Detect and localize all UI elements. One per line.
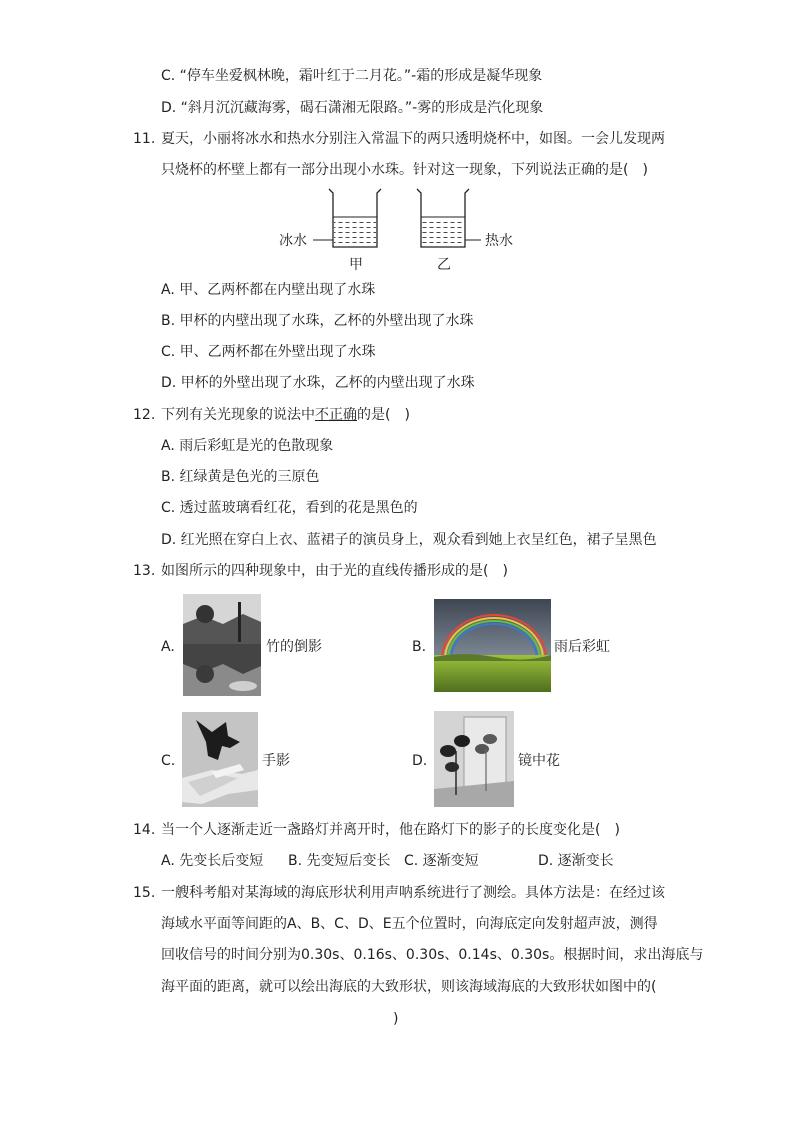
- q13-option-a-letter[interactable]: A.: [161, 639, 175, 655]
- q13-option-b-caption: 雨后彩虹: [554, 639, 610, 655]
- beaker-jia: [313, 189, 381, 247]
- mirror-flower-photo: [434, 711, 514, 807]
- beaker-jia-caption: 甲: [349, 257, 363, 273]
- q12-stem-pre: 下列有关光现象的说法中: [161, 407, 315, 423]
- q11-number: 11.: [133, 131, 156, 147]
- q13-option-c-caption: 手影: [262, 753, 290, 769]
- beaker-yi-caption: 乙: [437, 257, 451, 273]
- q13-stem: 如图所示的四种现象中，由于光的直线传播形成的是( ): [161, 563, 508, 579]
- q12-option-c[interactable]: C. 透过蓝玻璃看红花，看到的花是黑色的: [161, 500, 418, 516]
- q12-number: 12.: [133, 407, 156, 423]
- q11-option-d[interactable]: D. 甲杯的外壁出现了水珠，乙杯的内壁出现了水珠: [161, 375, 475, 391]
- q10-option-c: C. “停车坐爱枫林晚，霜叶红于二月花。”-霜的形成是凝华现象: [161, 68, 543, 84]
- q11-beaker-figure: [275, 185, 525, 275]
- q14-stem: 当一个人逐渐走近一盏路灯并离开时，他在路灯下的影子的长度变化是( ): [161, 822, 620, 838]
- ice-water-label: 冰水: [279, 233, 307, 249]
- q14-option-a[interactable]: A. 先变长后变短: [161, 853, 264, 869]
- q12-option-d[interactable]: D. 红光照在穿白上衣、蓝裙子的演员身上，观众看到她上衣呈红色，裙子呈黑色: [161, 532, 657, 548]
- q15-stem-line4: 海平面的距离，就可以绘出海底的大致形状，则该海域海底的大致形状如图中的(: [161, 979, 657, 995]
- q13-option-a-caption: 竹的倒影: [266, 639, 322, 655]
- q15-number: 15.: [133, 885, 156, 901]
- q14-option-d[interactable]: D. 逐渐变长: [538, 853, 614, 869]
- q11-option-c[interactable]: C. 甲、乙两杯都在外壁出现了水珠: [161, 344, 376, 360]
- hot-water-label: 热水: [485, 233, 513, 249]
- q15-stem-line5: ): [393, 1011, 399, 1027]
- q14-number: 14.: [133, 822, 156, 838]
- q15-stem-line2: 海域水平面等间距的A、B、C、D、E五个位置时，向海底定向发射超声波，测得: [161, 916, 658, 932]
- beaker-diagram: [275, 185, 525, 275]
- q11-stem-line2: 只烧杯的杯壁上都有一部分出现小水珠。针对这一现象，下列说法正确的是( ): [161, 162, 648, 178]
- q11-option-b[interactable]: B. 甲杯的内壁出现了水珠，乙杯的外壁出现了水珠: [161, 313, 474, 329]
- q14-option-c[interactable]: C. 逐渐变短: [404, 853, 479, 869]
- q12-stem-post: 的是( ): [357, 407, 410, 423]
- q10-option-d: D. “斜月沉沉藏海雾，碣石潇湘无限路。”-雾的形成是汽化现象: [161, 100, 544, 116]
- q13-number: 13.: [133, 563, 156, 579]
- hand-shadow-photo: [182, 712, 258, 807]
- q14-option-b[interactable]: B. 先变短后变长: [288, 853, 391, 869]
- q13-option-d-letter[interactable]: D.: [412, 753, 428, 769]
- q12-stem-underlined: 不正确: [315, 407, 357, 423]
- q13-option-d-caption: 镜中花: [518, 753, 560, 769]
- rainbow-photo: [434, 599, 551, 692]
- q12-option-b[interactable]: B. 红绿黄是色光的三原色: [161, 469, 320, 485]
- q12-option-a[interactable]: A. 雨后彩虹是光的色散现象: [161, 438, 334, 454]
- q12-stem: [161, 405, 410, 425]
- beaker-yi: [417, 189, 481, 247]
- bamboo-reflection-photo: [183, 594, 261, 696]
- q13-option-c-letter[interactable]: C.: [161, 753, 176, 769]
- q11-option-a[interactable]: A. 甲、乙两杯都在内壁出现了水珠: [161, 282, 376, 298]
- q15-stem-line1: 一艘科考船对某海域的海底形状利用声呐系统进行了测绘。具体方法是：在经过该: [161, 885, 665, 901]
- q15-stem-line3: 回收信号的时间分别为0.30s、0.16s、0.30s、0.14s、0.30s。根据时间，求出海底与: [161, 947, 704, 963]
- q13-option-b-letter[interactable]: B.: [412, 639, 427, 655]
- q11-stem-line1: 夏天，小丽将冰水和热水分别注入常温下的两只透明烧杯中，如图。一会儿发现两: [161, 131, 665, 147]
